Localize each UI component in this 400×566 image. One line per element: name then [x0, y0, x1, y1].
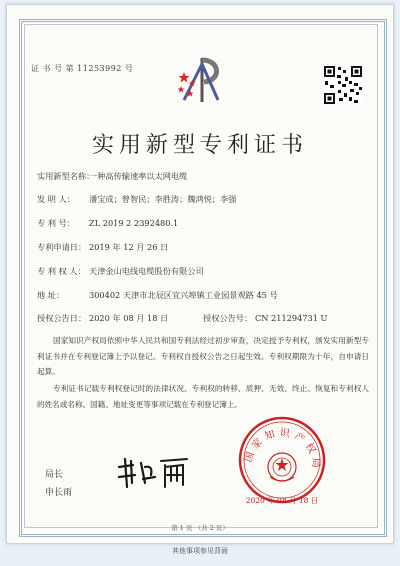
field-address — [37, 290, 278, 301]
certificate-number: 证 书 号 第 11253992 号 — [31, 64, 134, 73]
field-inventors — [37, 194, 236, 205]
field-value: ZL 2019 2 2392480.1 — [89, 218, 179, 228]
official-seal — [237, 415, 327, 505]
field-grant-pub-number — [203, 313, 327, 324]
field-value: CN 211294731 U — [255, 313, 328, 323]
certificate-sheet — [6, 4, 394, 544]
back-notice: 其他事项参见背面 — [172, 547, 228, 555]
qr-code — [323, 65, 363, 105]
director-title: 局长 — [45, 470, 64, 480]
field-label: 专 利 号： — [37, 218, 75, 228]
svg-text:国家知识产权局: 国家知识产权局 — [242, 427, 322, 473]
field-label: 发 明 人： — [37, 194, 75, 204]
director-name: 申长雨 — [45, 488, 73, 498]
certificate-title: 实用新型专利证书 — [91, 133, 308, 158]
field-value: 潘宝成；曾智民；李胜涛；魏鸿悦；李强 — [89, 194, 237, 204]
field-patentee — [37, 266, 204, 277]
field-value: 2019 年 12 月 26 日 — [89, 242, 169, 252]
paragraph-grant-statement: 国家知识产权局依照中华人民共和国专利法经过初步审查，决定授予专利权，颁发实用新型专利证书并在专利登记簿上予以登记。专利权自授权公告之日起生效。专利权期限为十年，自申请日起算。 — [37, 336, 369, 376]
director-signature — [115, 453, 190, 493]
field-label: 授权公告号： — [203, 313, 253, 323]
field-label: 实用新型名称： — [37, 171, 95, 181]
field-label: 专 利 权 人： — [37, 266, 86, 276]
field-utility-model-name — [37, 171, 187, 182]
field-value: 300402 天津市北辰区宜兴埠镇工业园景观路 45 号 — [89, 290, 278, 300]
field-filing-date — [37, 242, 168, 253]
patent-office-logo — [172, 50, 232, 110]
field-value: 2020 年 08 月 18 日 — [89, 313, 169, 323]
field-patent-number — [37, 218, 178, 229]
field-label: 地 址： — [37, 290, 65, 300]
field-value: 一种高传输速率以太网电缆 — [89, 171, 188, 181]
field-grant-date — [37, 313, 168, 324]
field-value: 天津金山电线电缆股份有限公司 — [89, 266, 204, 276]
paragraph-legal-status: 专利证书记载专利权登记时的法律状况。专利权的转移、质押、无效、终止、恢复和专利权人的姓名或名称、国籍、地址变更等事项记载在专利登记簿上。 — [37, 384, 369, 409]
page-number: 第 1 页 （共 2 页） — [171, 524, 229, 532]
seal-date: 2020 年 08 月 18 日 — [245, 496, 319, 505]
field-label: 授权公告日： — [37, 313, 87, 323]
field-label: 专利申请日： — [37, 242, 87, 252]
